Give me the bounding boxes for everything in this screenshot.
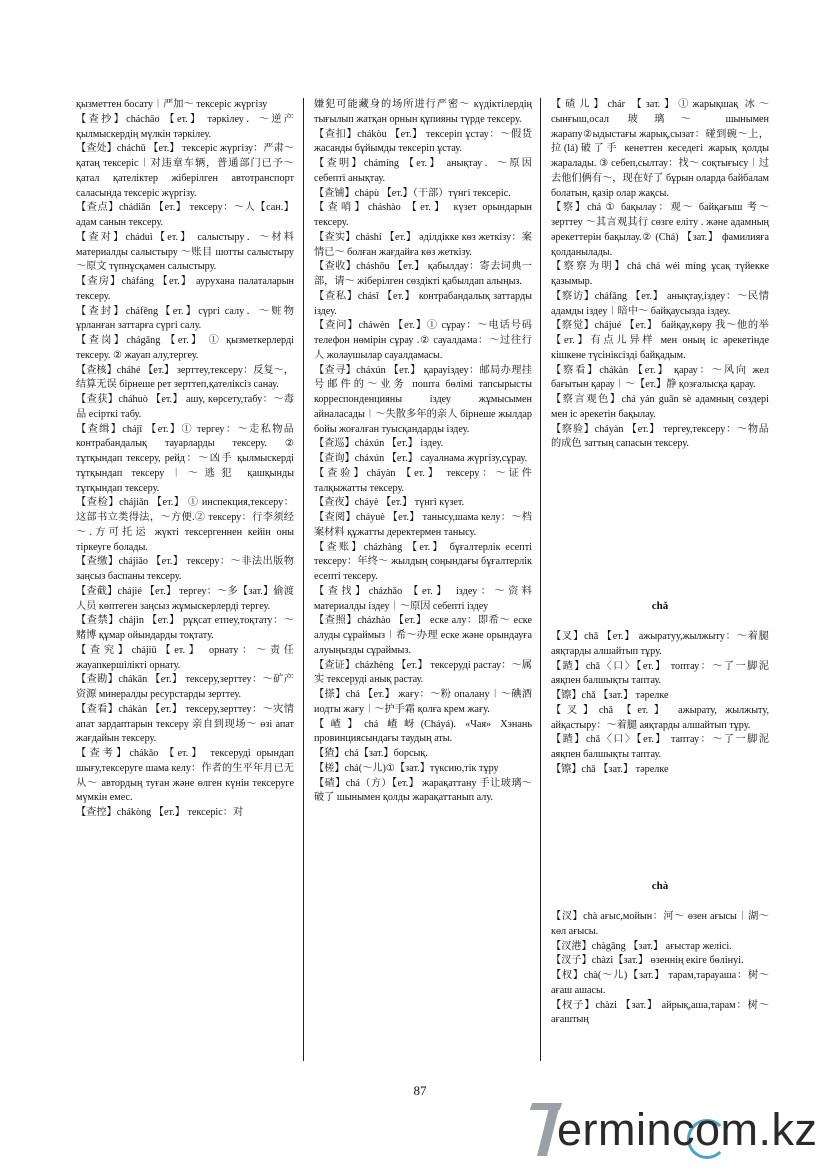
dictionary-entry: 【查核】cháhé 【ет.】 зерттеу,тексеру：反复～，结算无误 бірнеше рет зерттеп,қателіксіз санау. xyxy=(76,364,294,391)
dictionary-entry: 嫌犯可能藏身的场所进行严密～ күдіктілердің тығылып жатқан орнын құпияны түрде тексеру. xyxy=(314,99,532,125)
dictionary-entry: 【查截】chájié 【ет.】 тергеу：～多【зат.】偷渡人员 көптеген заңсыз жұмыскерлерді тергеу. xyxy=(76,585,294,612)
dictionary-entry: 【蹅】chǎ〈口〉【ет.】 топтау：～了一脚泥 аяқпен балшықты таптау. xyxy=(551,660,769,687)
column-right-section-cha4 xyxy=(551,910,769,1080)
dictionary-entry: 【汊】chà ағыс,мойын：河～ өзен ағысы︱湖～ көл ағысы. xyxy=(551,911,769,937)
dictionary-entry: 【查询】cháxún 【ет.】 сауалнама жүргізу,сұрау. xyxy=(314,453,528,464)
dictionary-entry: 【查看】chákàn 【ет.】 тексеру,зерттеу：～灾情 апат зардаптарын тексеру 亲自到现场～ өзі апат жағдайын тексеру. xyxy=(76,703,294,745)
column-right xyxy=(551,98,769,578)
dictionary-entry: 【搽】chá 【ет.】 жағу：～粉 опалану︱～碘酒 иодты жағу︱～护手霜 қолға крем жағу. xyxy=(314,689,532,715)
logo-t-stem xyxy=(537,1108,559,1156)
dictionary-entry: 【察察为明】chá chá wéi míng ұсақ түйекке қазымыр. xyxy=(551,261,769,287)
column-middle xyxy=(314,98,532,1058)
dictionary-entry: 【查收】cháshōu 【ет.】 қабылдау：寄去词典一部，请～ жіберілген сөздікті қабылдап алыңыз. xyxy=(314,261,532,287)
dictionary-entry: 【查房】cháfáng 【ет.】 аурухана палаталарын тексеру. xyxy=(76,276,294,302)
dictionary-entry: 【查缉】chájī 【ет.】① тергеу：～走私物品 контрабандалық тауарларды тексеру. ② тұтқындап тексеру, рейд：～凶手 қылмыскерді тұтқындап тексеру︱～逃犯 қашқынды тұтқындап тексеру. xyxy=(76,423,294,494)
dictionary-entry: 【汊子】chàzi【зат.】 өзеннің екіге бөлінуі. xyxy=(551,955,744,967)
dictionary-entry: 【查验】cháyàn 【ет.】 тексеру：～证件 талқыжатты тексеру. xyxy=(314,467,532,494)
dictionary-entry: 【查勘】chákān 【ет.】 тексеру,зерттеу：～矿产资源 минералды ресурстарды зерттеу. xyxy=(76,674,294,700)
dictionary-entry: 【查检】chájiǎn 【ет.】 ① инспекция,тексеру：这部书立类得法，～方便.② тексеру：行李须经～.方可托运 жүкті тексергеннен кейін оны тіркеуге болады. xyxy=(76,497,294,553)
dictionary-entry: 【察验】cháyàn 【ет.】 тергеу,тексеру：～物品的成色 заттың сапасын тексеру. xyxy=(551,423,769,450)
dictionary-entry: 【查扣】chákòu 【ет.】 тексеріп ұстау：～假货 жасанды бұйымды тексеріп ұстау. xyxy=(314,128,532,155)
dictionary-entry: 【察访】cháfǎng 【ет.】 анықтау,іздеу：～民情 адамды іздеу︱暗中～ байқаусызда іздеу. xyxy=(551,290,769,317)
dictionary-entry: 【查明】chámíng 【ет.】 анықтау．～原因 себепті анықтау. xyxy=(314,158,532,184)
dictionary-entry: 【查岗】chágǎng 【ет.】 ① қызметкерлерді тексеру. ② жауап алу,тергеу. xyxy=(76,335,294,361)
dictionary-entry: 【猹】chá【зат.】борсық. xyxy=(314,748,428,759)
termincom-logo xyxy=(527,1095,818,1159)
dictionary-entry: 【蹅】chǎ〈口〉【ет.】 таптау：～了一脚泥 аяқпен балшықты таптау. xyxy=(551,734,769,760)
dictionary-entry: қызметтен босату︱严加～ тексеріс жүргізу xyxy=(76,99,268,110)
dictionary-entry: 【查铺】chápù 【ет.】（干部）түнгі тексеріс. xyxy=(314,187,511,199)
dictionary-entry: 【查哨】cháshào 【ет.】 күзет орындарын тексеру. xyxy=(314,202,532,228)
dictionary-entry: 【查阅】cháyuè 【ет.】 танысу,шама келу：～档案材料 құжатты деректермен танысу. xyxy=(314,512,532,538)
dictionary-entry: 【查控】chákòng 【ет.】 тексеріс：对 xyxy=(76,807,244,818)
dictionary-entry: 【查证】cházhèng 【ет.】 тексеруді растау：～属实 тексеруді анық растау. xyxy=(314,659,532,686)
dictionary-entry: 【叉】chǎ 【ет.】 ажыратуу,жылжыту：～着腿 аяқтарды алшайтып тұру. xyxy=(551,631,769,657)
dictionary-entry: 【查夜】cháyè 【ет.】 түнгі күзет. xyxy=(314,497,465,509)
dictionary-entry: 【槎】chá(～儿)①【зат.】түксию,тік тұру xyxy=(314,762,499,774)
dictionary-entry: 【镲】chǎ 【зат.】 тәрелке xyxy=(551,690,669,701)
dictionary-entry: 【查处】cháchǔ 【ет.】 тексеріс жүргізу：严肃～ қатаң тексеріс︱对违章车辆，普通部门已予～ қатал қателіктер жіберілген автотранспорт саласында тексеріс жүргізу. xyxy=(76,143,294,199)
logo-text: ermincom.kz xyxy=(557,1104,818,1155)
dictionary-entry: 【查点】chádiǎn 【ет.】 тексеру：～人【сан.】адам санын тексеру. xyxy=(76,202,294,228)
dictionary-entry: 【查封】cháfēng【ет.】сүргі салу．～赃物 ұрланған заттарға сүргі салу. xyxy=(76,305,294,332)
dictionary-entry: 【汊港】chàgǎng 【зат.】 ағыстар желісі. xyxy=(551,940,732,952)
dictionary-entry: 【察】chá ① бақылау：观～ байқағыш 考～зерттеу ～其言观其行 сөзге еліту . және адамның әрекеттерін бақылау.② (Chá) 【зат.】 фамилияға қолданылады. xyxy=(551,202,769,258)
dictionary-entry: 【查巡】cháxún 【ет.】 іздеу. xyxy=(314,438,444,450)
dictionary-entry: 【碴儿】chár 【зат.】①жарықшақ 冰～ сынғыш,осал 玻璃～ шынымен жарапу②ыдыстағы жарық,сызат：碰到碗～上，拉(lá)破了手 кенеттен кеседегі жарық қолды жаралады. ③ себеп,сылтау：找～ соқтығысу︱过去他们俩有～，现在好了 бұрын оларда байбалам болатын, қазір олар жақсы. xyxy=(551,99,769,199)
column-divider xyxy=(303,98,304,1061)
column-left xyxy=(76,98,294,1068)
dictionary-entry: 【查私】chásī 【ет.】 контрабандалық заттарды іздеу. xyxy=(314,290,532,317)
column-divider xyxy=(540,98,541,1061)
page-number: 87 xyxy=(413,1083,427,1098)
dictionary-entry: 【查账】cházhàng 【ет.】 бұғалтерлік есепті тексеру：年终～ жылдың соңындағы бұғалтерлік есепті тексеру. xyxy=(314,541,532,582)
dictionary-entry: 【查问】cháwèn 【ет.】① сұрау：～电话号码 телефон нөмірін сұрау .② сауалдама：～过往行人 жолаушылар сауалдамасы. xyxy=(314,320,532,361)
dictionary-entry: 【查实】cháshí 【ет.】 әділдікке көз жеткізу：案情已～ болған жағдайға көз жеткізу. xyxy=(314,231,532,258)
dictionary-entry: 【查抄】cháchāo 【ет.】 тәркілеу．～逆产 қылмыскердің мүлкін тәркілеу. xyxy=(76,113,294,140)
dictionary-entry: 【碴】chá（方）【ет.】 жарақаттану 手让玻璃～破了 шынымен қолды жарақаттанып алу. xyxy=(314,777,532,804)
dictionary-entry: 【镲】chǎ 【зат.】 тәрелке xyxy=(551,763,669,775)
dictionary-entry: 【杈子】chàzi 【зат.】 айрық,аша,тарам：树～ ағаштың xyxy=(551,999,769,1026)
dictionary-entry: 【查究】chájiū【ет.】 орнату：～责任 жауапкершілікті орнату. xyxy=(76,644,294,671)
dictionary-entry: 【嵖】chá 嵖岈(Cháyá). «Чая» Хэнань провинциясындағы таудың аты. xyxy=(314,718,532,745)
dictionary-entry: 【查对】cháduì【ет.】 салыстыру．～材料 материалды салыстыру ～账目 шотты салыстыру ～原文 түпнұсқамен салыстыру. xyxy=(76,231,294,273)
dictionary-entry: 【叉】chǎ 【ет.】 ажырату, жылжыту, айқастыру：～着腿 аяқтарды алшайтып тұру. xyxy=(551,704,769,731)
dictionary-entry: 【杈】chà(～儿)【зат.】 тарам,тарауаша：树～ ағаш ашасы. xyxy=(551,970,769,996)
dictionary-entry: 【查禁】chájìn 【ет.】 рұқсат етпеу,тоқтату：～赌博 құмар ойындарды тоқтату. xyxy=(76,615,294,641)
dictionary-entry: 【查缴】chájiǎo 【ет.】 тексеру：～非法出版物 заңсыз баспаны тексеру. xyxy=(76,556,294,582)
section-heading-cha3: chǎ xyxy=(651,600,669,612)
column-right-section-cha3 xyxy=(551,630,769,824)
dictionary-entry: 【察言观色】chá yán guān sè адамның сөздері мен іс әрекетін бақылау. xyxy=(551,394,769,420)
dictionary-entry: 【察看】chákàn 【ет.】 қарау：～风向 жел бағытын қарау︱～【ет.】静 қозғалысқа қарау. xyxy=(551,364,769,391)
dictionary-entry: 【查寻】cháxún 【ет.】 қарауіздеу：邮局办理挂号邮件的～业务 пошта бөлімі тапсырысты корреспонденцияны іздеу жұмысымен айналасады︱～失散多年的亲人 бірнеше жылдар бойы жоғалған туысқандарды іздеу. xyxy=(314,364,532,435)
dictionary-entry: 【查考】chákǎo 【ет.】 тексеруді орындап шығу,тексеруге шама келу：作者的生平年月已无从～ автордың туған және өлген күнін тексеруге мүмкін емес. xyxy=(76,748,294,804)
dictionary-entry: 【察觉】chájué 【ет.】 байқау,көру 我～他的举【ет.】有点儿异样 мен оның іс әрекетінде кішкене түсініксізді байқадым. xyxy=(551,320,769,361)
dictionary-entry: 【查找】cházhǎo 【ет.】 іздеу：～资料 материалды іздеу︱～原因 себепті іздеу xyxy=(314,585,532,612)
dictionary-entry: 【查获】cháhuò 【ет.】 ашу, көрсету,табу：～毒品 есірткі табу. xyxy=(76,394,294,420)
dictionary-entry: 【查照】cházhào 【ет.】 еске алу：即希～ еске алуды сұраймыз︱希～办理 еске және орындауға алуыңызды сұраймыз. xyxy=(314,615,532,656)
section-heading-cha4: chà xyxy=(651,880,669,892)
